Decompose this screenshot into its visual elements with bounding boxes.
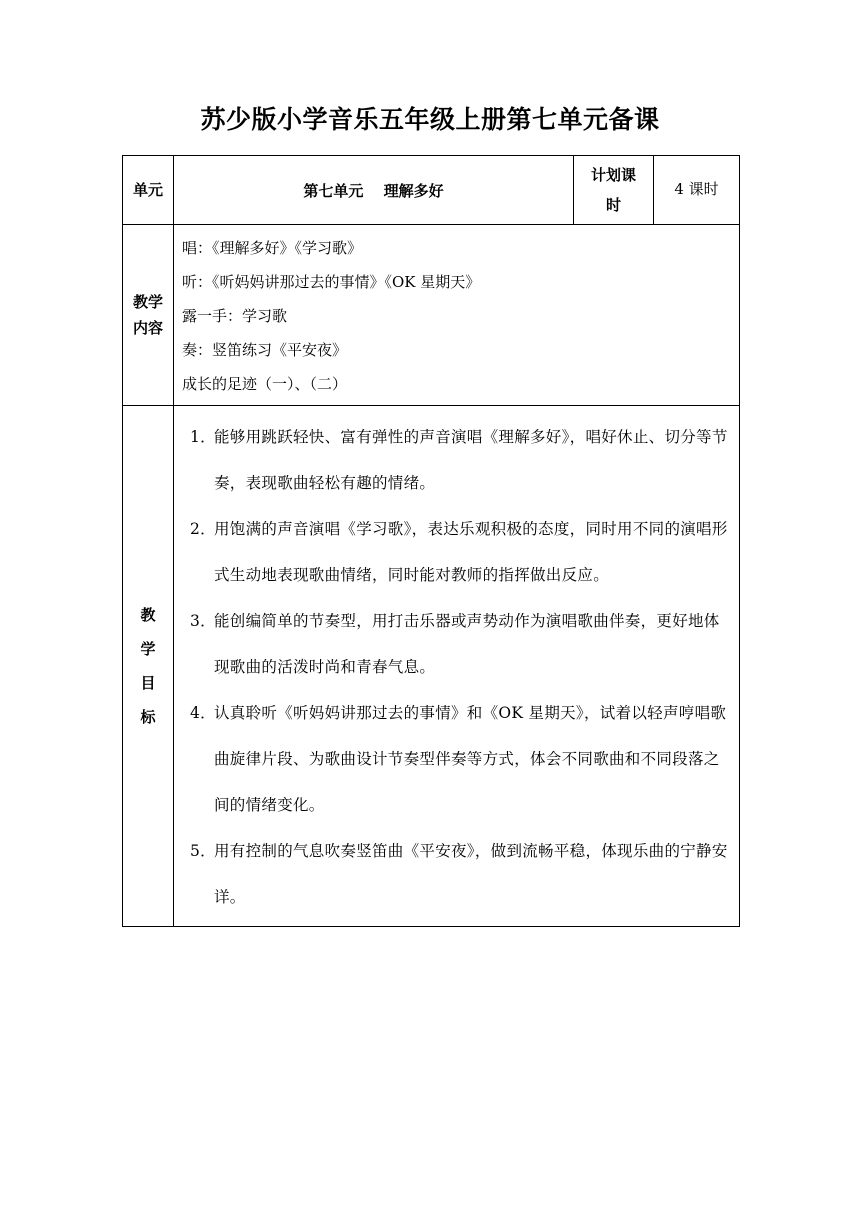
page-title: 苏少版小学音乐五年级上册第七单元备课 bbox=[200, 105, 660, 134]
content-item-play: 奏：竖笛练习《平安夜》 bbox=[182, 341, 348, 359]
content-cell bbox=[174, 225, 740, 406]
goals-row bbox=[123, 406, 740, 927]
goals-cell bbox=[174, 406, 740, 927]
goal-item bbox=[182, 506, 731, 598]
goal-text: 能够用跳跃轻快、富有弹性的声音演唱《理解多好》，唱好休止、切分等节奏，表现歌曲轻松有趣的情绪。 bbox=[214, 428, 728, 492]
goal-text: 能创编简单的节奏型，用打击乐器或声势动作为演唱歌曲伴奏，更好地体现歌曲的活泼时尚和青春气息。 bbox=[214, 612, 720, 676]
goals-label-char: 学 bbox=[140, 640, 156, 658]
planned-hours-label bbox=[574, 156, 654, 225]
goal-text: 用有控制的气息吹奏竖笛曲《平安夜》，做到流畅平稳，体现乐曲的宁静安详。 bbox=[214, 842, 728, 906]
goal-number: 5． bbox=[190, 842, 216, 860]
content-item-perform: 露一手：学习歌 bbox=[182, 307, 288, 325]
goal-number: 3． bbox=[190, 612, 216, 630]
goal-number: 4． bbox=[190, 704, 216, 722]
planned-hours-label-line2: 时 bbox=[605, 196, 621, 214]
planned-hours-value: 4 课时 bbox=[654, 156, 740, 225]
unit-label: 单元 bbox=[123, 156, 174, 225]
goal-text: 用饱满的声音演唱《学习歌》，表达乐观积极的态度，同时用不同的演唱形式生动地表现歌曲情绪，同时能对教师的指挥做出反应。 bbox=[214, 520, 728, 584]
content-item-growth: 成长的足迹（一）、（二） bbox=[182, 375, 348, 393]
planned-hours-label-line1: 计划课 bbox=[590, 166, 636, 184]
goal-item bbox=[182, 598, 731, 690]
content-label-line1: 教学 bbox=[132, 293, 163, 311]
content-label bbox=[123, 225, 174, 406]
goal-item bbox=[182, 414, 731, 506]
goal-text: 认真聆听《听妈妈讲那过去的事情》和《OK 星期天》，试着以轻声哼唱歌曲旋律片段、为歌曲设计节奏型伴奏等方式，体会不同歌曲和不同段落之间的情绪变化。 bbox=[214, 704, 727, 814]
goal-number: 1． bbox=[190, 428, 216, 446]
goals-label-char: 标 bbox=[140, 708, 156, 726]
content-row bbox=[123, 225, 740, 406]
unit-name: 第七单元 理解多好 bbox=[174, 156, 574, 225]
content-label-line2: 内容 bbox=[132, 319, 163, 337]
goal-number: 2． bbox=[190, 520, 216, 538]
goal-item bbox=[182, 690, 731, 828]
goals-label bbox=[123, 406, 174, 927]
goals-label-char: 目 bbox=[140, 674, 156, 692]
goals-label-char: 教 bbox=[140, 606, 156, 624]
unit-row bbox=[123, 156, 740, 225]
content-item-listen: 听：《听妈妈讲那过去的事情》《OK 星期天》 bbox=[182, 273, 481, 291]
lesson-plan-table bbox=[122, 155, 740, 927]
content-item-sing: 唱：《理解多好》《学习歌》 bbox=[182, 239, 363, 257]
goal-item bbox=[182, 828, 731, 920]
